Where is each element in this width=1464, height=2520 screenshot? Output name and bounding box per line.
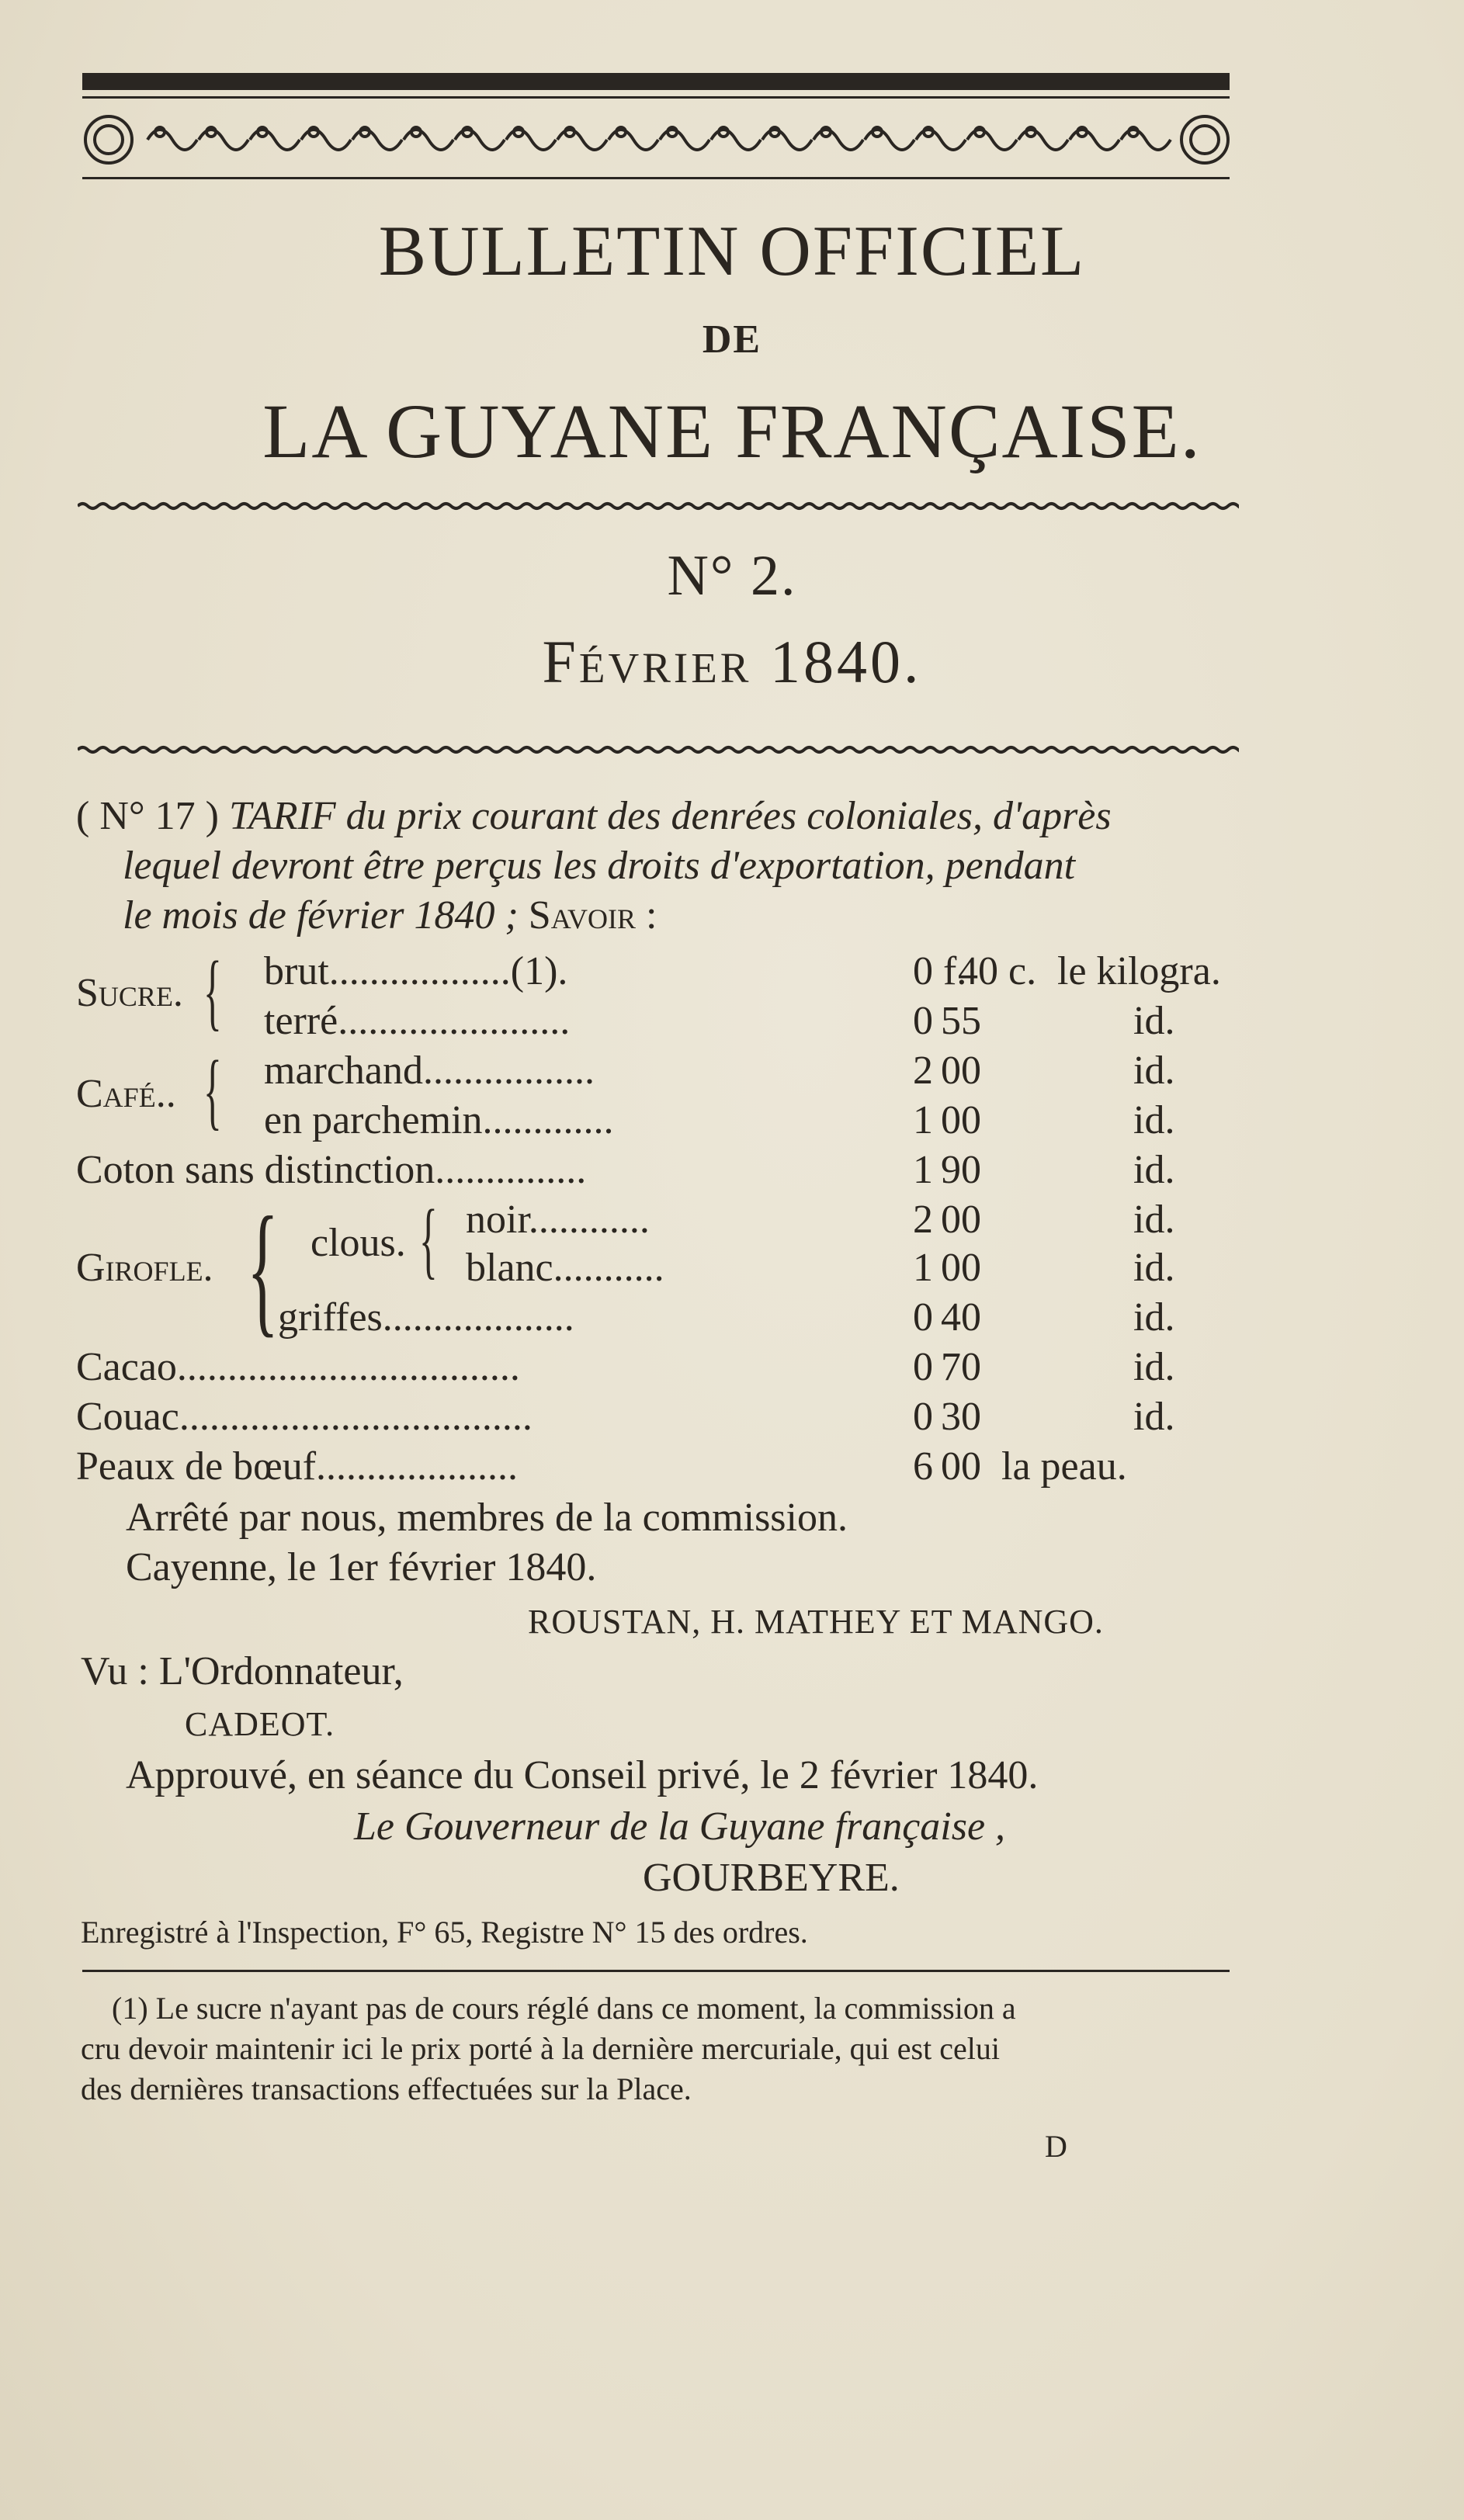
ornament-knot	[821, 127, 831, 137]
ornament-bottom-rule	[82, 177, 1230, 179]
tarif-row-centimes: 00	[941, 1098, 981, 1142]
colony-title: LA GUYANE FRANÇAISE.	[262, 388, 1202, 474]
ornament-knot	[616, 127, 626, 137]
tarif-row-unit: id.	[1133, 1049, 1175, 1093]
footnote-line-3: des dernières transactions effectuées sur la Place.	[81, 2071, 692, 2106]
top-thick-rule	[82, 73, 1230, 90]
tarif-row-label: Cacao..................................	[76, 1345, 520, 1389]
group-clous: clous.	[310, 1221, 406, 1265]
enregistrement-line: Enregistré à l'Inspection, F° 65, Registre N° 15 des ordres.	[81, 1915, 808, 1950]
tarif-row-centimes: 30	[941, 1395, 981, 1439]
ornament-knot	[206, 127, 216, 137]
tarif-row-label: griffes...................	[278, 1295, 574, 1340]
tarif-row-francs: 1	[913, 1246, 933, 1290]
issue-number: N° 2.	[667, 544, 797, 608]
ornament-knot	[565, 127, 574, 137]
tarif-row-francs: 0	[913, 999, 933, 1043]
intro-line-2	[76, 841, 1318, 891]
intro-text-3: le mois de février 1840 ;	[123, 893, 519, 938]
tarif-row-centimes: 55	[941, 999, 981, 1043]
issue-month: Février 1840.	[542, 628, 922, 695]
group-girofle: Girofle.	[76, 1246, 213, 1290]
tarif-row-unit: id.	[1133, 999, 1175, 1043]
ornament-knot	[411, 127, 421, 137]
group-cafe: Café..	[76, 1072, 176, 1116]
tarif-row-centimes: 00	[941, 1246, 981, 1290]
wavy-divider	[78, 498, 1239, 514]
tarif-row-centimes: 40	[941, 1295, 981, 1340]
tarif-row-centimes: 00	[941, 1198, 981, 1242]
ornament-knot	[719, 127, 728, 137]
group-sucre: Sucre.	[76, 971, 183, 1015]
tarif-row-unit: id.	[1133, 1148, 1175, 1192]
ornament-knot	[360, 127, 369, 137]
tarif-row-label: Coton sans distinction...............	[76, 1148, 587, 1192]
tarif-row-label: Peaux de bœuf....................	[76, 1444, 519, 1489]
tarif-row-label: Couac...................................	[76, 1395, 533, 1439]
wavy-divider	[78, 742, 1239, 757]
tarif-row-centimes: 90	[941, 1148, 981, 1192]
tarif-row-francs: 0 f.	[913, 949, 967, 993]
tarif-row-unit: le kilogra.	[1057, 949, 1221, 993]
tarif-row-centimes: 40 c.	[958, 949, 1037, 993]
vu-ordonnateur: Vu : L'Ordonnateur,	[81, 1649, 404, 1693]
tarif-row-unit: id.	[1133, 1198, 1175, 1242]
gouverneur-title: Le Gouverneur de la Guyane française ,	[354, 1804, 1006, 1849]
tarif-row-francs: 2	[913, 1049, 933, 1093]
tarif-row-francs: 1	[913, 1148, 933, 1192]
ornament-knot	[514, 127, 523, 137]
brace-clous: {	[419, 1192, 438, 1287]
gouverneur-name: GOURBEYRE.	[643, 1856, 900, 1900]
tarif-intro	[76, 792, 1318, 941]
brace-sucre: {	[203, 944, 222, 1038]
tarif-row-label: brut..................(1).	[264, 949, 568, 993]
footnote	[81, 1988, 1245, 2109]
ornament-knot	[1077, 127, 1087, 137]
ornament-knot	[770, 127, 779, 137]
tarif-row-label: en parchemin.............	[264, 1098, 614, 1142]
footnote-rule	[82, 1970, 1230, 1972]
tarif-row-unit: id.	[1133, 1345, 1175, 1389]
tarif-row-centimes: 00	[941, 1444, 981, 1489]
ornament-knot	[258, 127, 267, 137]
tarif-row-label: terré.......................	[264, 999, 571, 1043]
arrete-line: Arrêté par nous, membres de la commission.	[126, 1496, 848, 1540]
title-de: DE	[702, 317, 762, 362]
approuve-line: Approuvé, en séance du Conseil privé, le 2 février 1840.	[126, 1753, 1039, 1797]
savoir-label: Savoir :	[528, 893, 657, 938]
tarif-row-francs: 0	[913, 1345, 933, 1389]
ornament-knot	[463, 127, 472, 137]
tarif-row-francs: 1	[913, 1098, 933, 1142]
tarif-row-centimes: 00	[941, 1049, 981, 1093]
intro-line-1	[76, 792, 1318, 841]
tarif-row-centimes: 70	[941, 1345, 981, 1389]
brace-girofle: {	[247, 1187, 279, 1350]
tarif-row-francs: 2	[913, 1198, 933, 1242]
ornament-knot	[924, 127, 933, 137]
tarif-row-unit: id.	[1133, 1246, 1175, 1290]
footnote-line-1: (1) Le sucre n'ayant pas de cours réglé dans ce moment, la commission a	[112, 1991, 1016, 2026]
tarif-row-unit: id.	[1133, 1098, 1175, 1142]
tarif-row-unit: id.	[1133, 1395, 1175, 1439]
tarif-row-francs: 0	[913, 1395, 933, 1439]
brace-cafe: {	[203, 1043, 222, 1138]
tarif-row-label: blanc...........	[466, 1246, 664, 1290]
tarif-row-label: marchand.................	[264, 1049, 595, 1093]
ornament-knot	[309, 127, 318, 137]
intro-text-2: lequel devront être perçus les droits d'exportation, pendant	[123, 844, 1076, 888]
tarif-row-francs: 0	[913, 1295, 933, 1340]
tarif-reference: ( N° 17 )	[76, 794, 219, 838]
commission-signatures: ROUSTAN, H. MATHEY ET MANGO.	[528, 1603, 1104, 1641]
ornament-knot	[155, 127, 165, 137]
tarif-row-unit: id.	[1133, 1295, 1175, 1340]
footnote-line-2: cru devoir maintenir ici le prix porté à la dernière mercuriale, qui est celui	[81, 2031, 1000, 2066]
tarif-row-francs: 6	[913, 1444, 933, 1489]
ornamental-border	[78, 109, 1236, 171]
ordonnateur-name: CADEOT.	[185, 1705, 335, 1743]
signature-mark: D	[1045, 2129, 1067, 2164]
tarif-row-label: noir............	[466, 1198, 650, 1242]
ornament-knot	[975, 127, 984, 137]
tarif-row-unit: la peau.	[1001, 1444, 1127, 1489]
date-line: Cayenne, le 1er février 1840.	[126, 1545, 597, 1589]
ornament-knot	[668, 127, 677, 137]
bulletin-title: BULLETIN OFFICIEL	[378, 211, 1086, 290]
ornament-knot	[1026, 127, 1036, 137]
ornament-knot	[1129, 127, 1138, 137]
intro-line-3	[76, 891, 1318, 941]
intro-text-1: TARIF du prix courant des denrées coloniales, d'après	[228, 794, 1112, 838]
ornament-knot	[873, 127, 882, 137]
top-thin-rule	[82, 96, 1230, 99]
